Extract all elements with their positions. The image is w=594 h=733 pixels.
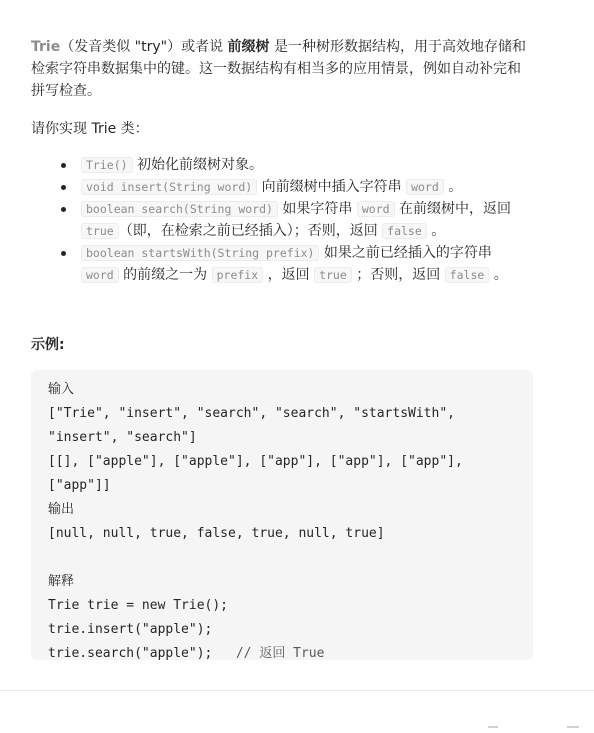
code-line: [null, null, true, false, true, null, true]: [48, 526, 385, 541]
inline-code: boolean search(String word): [81, 201, 278, 217]
method-desc: ，返回: [263, 267, 315, 283]
method-desc: （即，在检索之前已经插入）；否则，返回: [118, 223, 383, 239]
partial-icon: [488, 726, 498, 733]
code-line: ["app"]]: [48, 478, 111, 493]
partial-icon: [567, 726, 579, 733]
method-list: [31, 154, 533, 286]
method-desc: 。: [489, 267, 508, 283]
method-desc: ；否则，返回: [351, 267, 445, 283]
inline-code: word: [406, 179, 444, 195]
code-line: [[], ["apple"], ["apple"], ["app"], ["app"], ["app"],: [48, 454, 463, 469]
method-item-insert: [61, 176, 533, 198]
inline-code: word: [357, 201, 395, 217]
method-item-constructor: [61, 154, 533, 176]
method-desc: 在前缀树中，返回: [394, 201, 511, 217]
inline-code: Trie(): [81, 157, 133, 173]
inline-code: true: [81, 223, 119, 239]
method-desc: 的前缀之一为: [118, 267, 212, 283]
method-item-search: [61, 198, 533, 242]
task-statement: 请你实现 Trie 类：: [31, 121, 149, 137]
code-line: Trie trie = new Trie();: [48, 598, 229, 613]
output-label: 输出: [48, 502, 75, 517]
method-desc: 。: [426, 223, 446, 239]
method-desc: 如果字符串: [277, 201, 357, 217]
intro-text-2: 是一种树形数据结构，用于高效地存储和检索字符串数据集中的键。这一数据结构有相当多的应用情景，例如自动补完和拼写检查。: [31, 39, 526, 99]
inline-code: void insert(String word): [81, 179, 257, 195]
example-code-block[interactable]: [31, 370, 533, 660]
inline-code: word: [81, 267, 119, 283]
method-desc: 初始化前缀树对象。: [132, 157, 263, 173]
code-line: trie.insert("apple");: [48, 622, 213, 637]
code-text: trie.search("apple");: [48, 646, 236, 660]
inline-code: boolean startsWith(String prefix): [81, 245, 319, 261]
input-label: 输入: [48, 382, 75, 397]
problem-description: [31, 36, 533, 660]
code-line: "insert", "search"]: [48, 430, 197, 445]
explain-label: 解释: [48, 574, 75, 589]
bottom-toolbar-area: [0, 691, 594, 731]
code-comment: // 返回 True: [235, 646, 325, 660]
code-line: [48, 642, 516, 660]
blank-line: [48, 546, 516, 570]
intro-text-1: （发音类似 "try"）或者说: [60, 39, 228, 55]
trie-term: Trie: [31, 39, 61, 55]
inline-code: prefix: [212, 267, 264, 283]
method-item-startswith: [61, 242, 533, 286]
method-desc: 如果之前已经插入的字符串: [319, 245, 492, 261]
intro-paragraph: [31, 36, 533, 102]
inline-code: false: [382, 223, 427, 239]
method-desc: 向前缀树中插入字符串: [257, 179, 407, 195]
prefix-tree-term: 前缀树: [227, 39, 270, 55]
method-desc: 。: [443, 179, 463, 195]
example-heading: 示例:: [31, 337, 65, 353]
inline-code: false: [445, 267, 490, 283]
inline-code: true: [314, 267, 352, 283]
code-line: ["Trie", "insert", "search", "search", "startsWith",: [48, 406, 455, 421]
